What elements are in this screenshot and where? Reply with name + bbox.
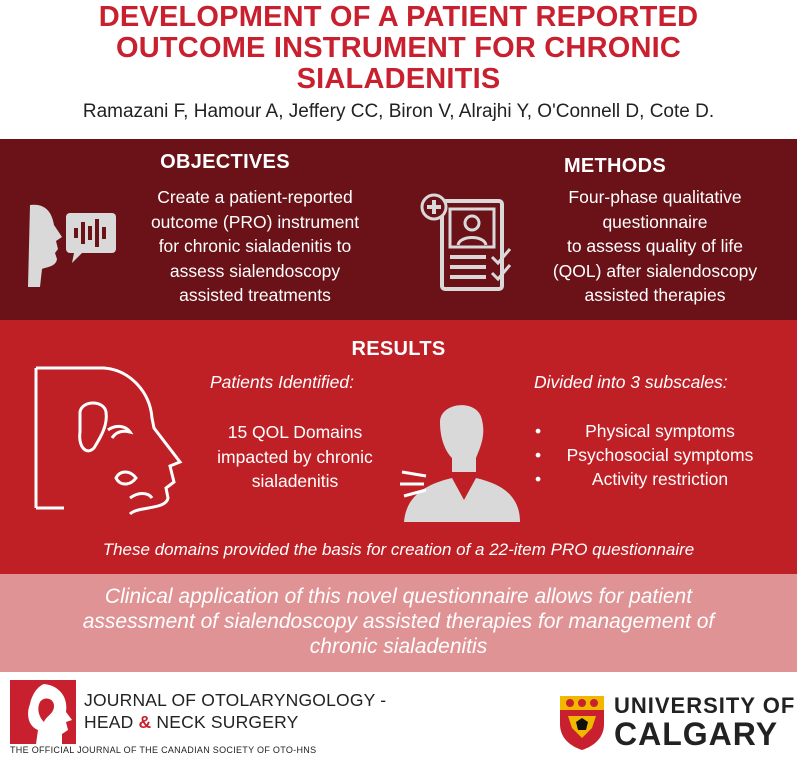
title-line-1: DEVELOPMENT OF A PATIENT REPORTED xyxy=(98,1,699,33)
results-footnote: These domains provided the basis for creation of a 22-item PRO questionnaire xyxy=(102,540,695,559)
list-item xyxy=(535,443,785,467)
speaking-head-icon xyxy=(28,197,120,293)
medical-form-icon xyxy=(420,191,524,295)
journal-subtitle: THE OFFICIAL JOURNAL OF THE CANADIAN SOCIETY OF OTO-HNS xyxy=(10,745,317,755)
conclusion-line: chronic sialadenitis xyxy=(309,635,488,658)
domains-line: impacted by chronic xyxy=(217,446,373,467)
methods-line: (QOL) after sialendoscopy xyxy=(552,260,758,281)
title-line-2: OUTCOME INSTRUMENT FOR CHRONIC xyxy=(115,32,682,64)
university-name xyxy=(614,694,795,750)
patients-identified-label: Patients Identified: xyxy=(210,372,354,392)
methods-heading: METHODS xyxy=(563,155,667,177)
university-crest-icon[interactable] xyxy=(558,694,606,752)
authors: Ramazani F, Hamour A, Jeffery CC, Biron V, Alrajhi Y, O'Connell D, Cote D. xyxy=(82,101,715,122)
domains-text xyxy=(200,420,390,494)
face-profile-outline-icon xyxy=(34,366,186,518)
title-line-3: SIALADENITIS xyxy=(296,63,501,95)
journal-ampersand: & xyxy=(138,712,152,732)
journal-name xyxy=(84,689,386,733)
university-name-line-1: UNIVERSITY OF xyxy=(614,693,796,718)
university-name-line-2: CALGARY xyxy=(614,716,779,752)
subscale-label: Psychosocial symptoms xyxy=(566,445,754,465)
objectives-text xyxy=(120,185,390,308)
journal-name-line-2 xyxy=(84,711,386,733)
objectives-line: assess sialendoscopy xyxy=(169,260,341,281)
conclusion-text xyxy=(20,584,777,659)
methods-line: assisted therapies xyxy=(584,285,726,305)
list-item xyxy=(535,419,785,443)
results-heading: RESULTS xyxy=(351,338,446,360)
objectives-heading: OBJECTIVES xyxy=(160,151,290,173)
domains-line: 15 QOL Domains xyxy=(227,422,363,442)
objectives-methods-band xyxy=(0,139,797,320)
subscales-label: Divided into 3 subscales: xyxy=(534,372,728,392)
methods-line: questionnaire xyxy=(602,211,708,232)
methods-line: Four-phase qualitative xyxy=(568,187,742,207)
domains-line: sialadenitis xyxy=(251,471,339,491)
journal-head-text: HEAD xyxy=(84,712,134,732)
subscale-label: Physical symptoms xyxy=(585,421,735,441)
subscales-list xyxy=(535,419,785,491)
methods-text xyxy=(520,185,790,308)
objectives-line: for chronic sialadenitis to xyxy=(158,236,352,256)
patient-pain-icon xyxy=(396,392,526,526)
conclusion-band xyxy=(0,574,797,672)
objectives-line: assisted treatments xyxy=(179,285,331,305)
journal-neck-text: NECK SURGERY xyxy=(156,712,299,732)
results-band xyxy=(0,320,797,574)
poster-title xyxy=(0,2,797,95)
subscale-label: Activity restriction xyxy=(591,469,729,489)
methods-line: to assess quality of life xyxy=(566,236,744,256)
bullet-icon: • xyxy=(535,421,542,441)
list-item xyxy=(535,467,785,491)
bullet-icon: • xyxy=(535,445,542,465)
objectives-line: outcome (PRO) instrument xyxy=(150,211,360,232)
conclusion-line: assessment of sialendoscopy assisted therapies for management of xyxy=(82,610,715,633)
bullet-icon: • xyxy=(535,469,542,489)
objectives-line: Create a patient-reported xyxy=(157,187,353,207)
journal-logo-icon[interactable] xyxy=(10,680,76,744)
journal-name-line-1: JOURNAL OF OTOLARYNGOLOGY - xyxy=(84,690,387,710)
conclusion-line: Clinical application of this novel questionnaire allows for patient xyxy=(104,585,693,608)
